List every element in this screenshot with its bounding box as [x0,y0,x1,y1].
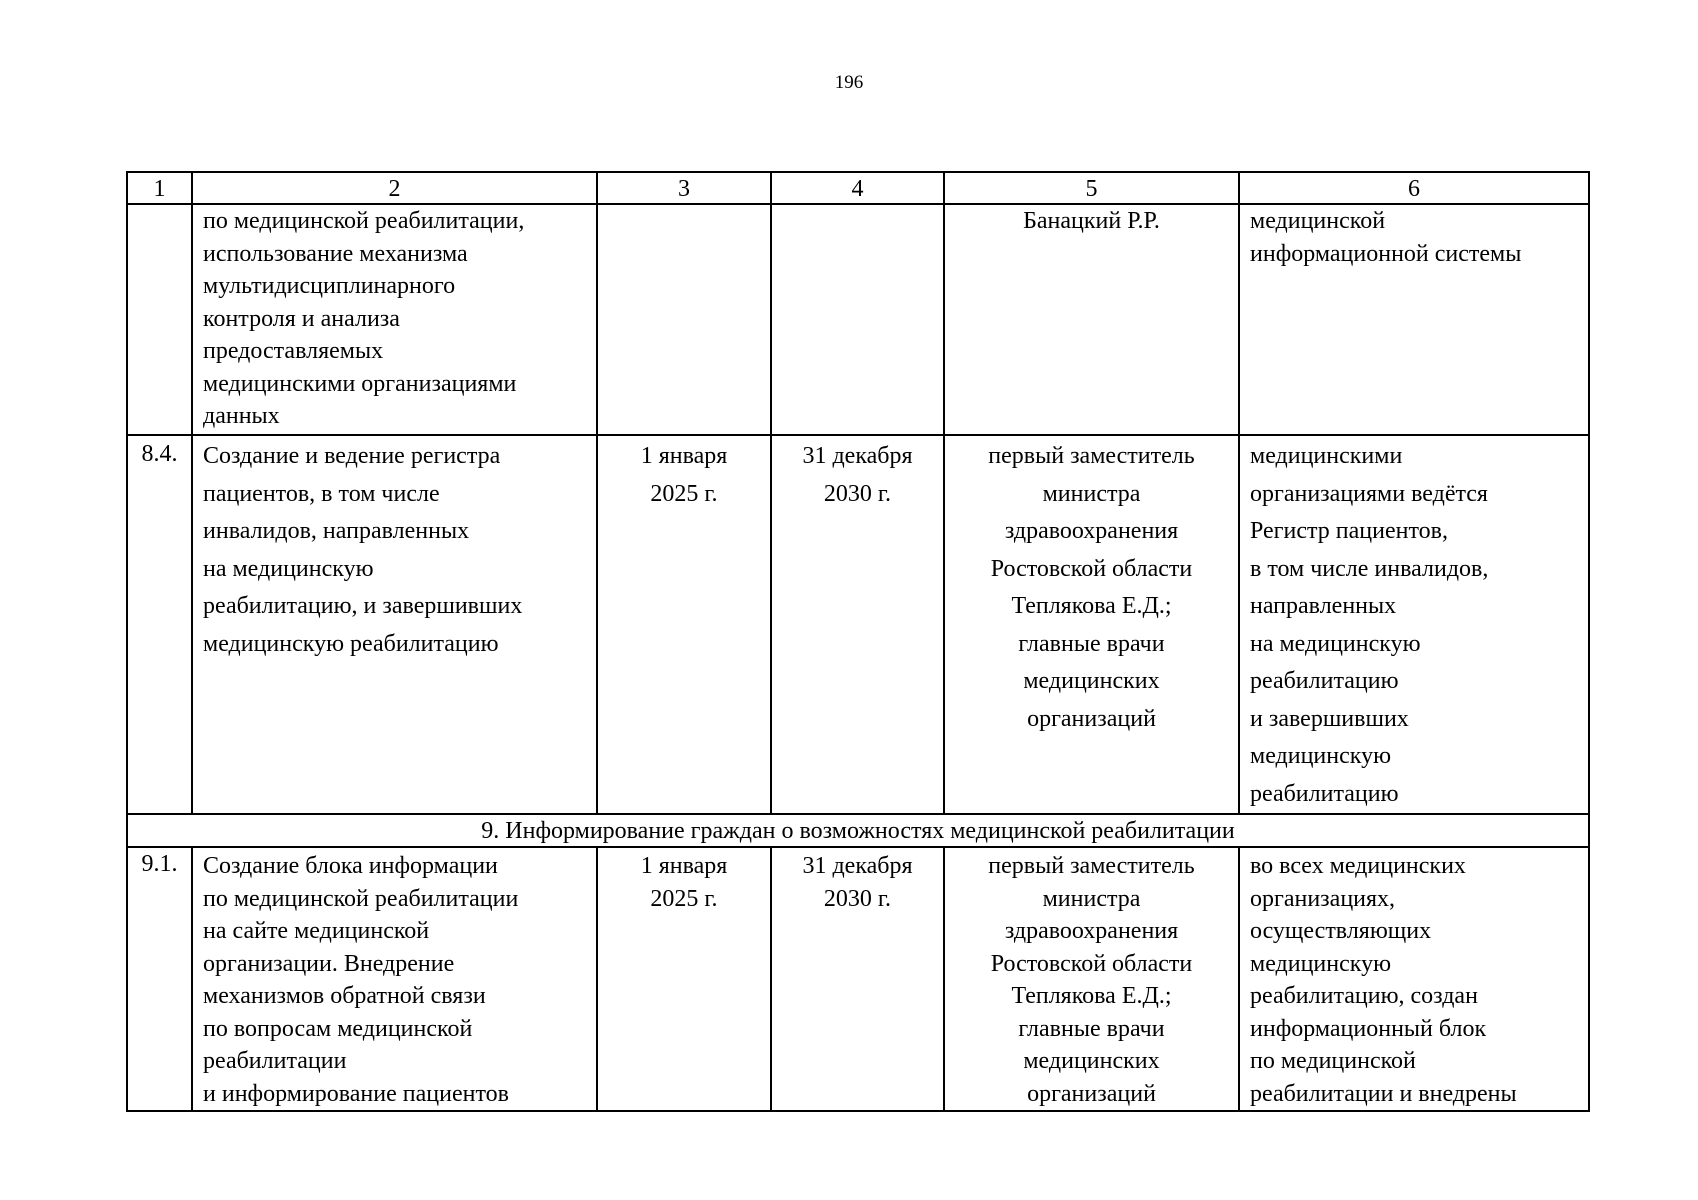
text-line: пациентов, в том числе [203,480,440,507]
column-number-6: 6 [1239,172,1589,204]
text-line: организациями ведётся [1250,480,1488,507]
text-line: реабилитации [203,1048,347,1074]
text-line: 2030 г. [823,885,892,912]
text-line: 1 января [640,443,728,469]
text-line: медицинскую реабилитацию [203,630,499,657]
result-cell [1239,847,1589,1111]
text-line: медицинскую [1250,743,1392,769]
result-cell [1239,204,1589,435]
text-line: Создание блока информации [203,853,498,879]
text-line: 31 декабря [802,853,913,879]
column-number-1: 1 [127,172,192,204]
text-line: 2030 г. [823,480,892,507]
responsible-cell [944,435,1239,814]
text-line: Банацкий Р.Р. [1023,208,1160,234]
text-line: Ростовской области [990,555,1193,582]
text-line: первый заместитель [988,443,1195,469]
text-line: реабилитации и внедрены [1250,1080,1517,1107]
start-date-cell [597,435,771,814]
text-line: организациях, [1250,885,1396,912]
text-line: направленных [1250,593,1397,619]
row-number: 9.1. [127,847,192,1111]
text-line: данных [203,403,280,429]
text-line: по медицинской реабилитации, [203,208,525,234]
start-date-cell [597,847,771,1111]
text-line: на сайте медицинской [203,918,430,944]
text-line: медицинскими [1250,443,1403,469]
text-line: Теплякова Е.Д.; [1011,983,1172,1009]
text-line: медицинских [1023,668,1160,694]
text-line: организаций [1027,705,1156,732]
text-line: медицинскими организациями [203,370,517,397]
text-line: по медицинской реабилитации [203,885,519,912]
text-line: на медицинскую [203,555,374,582]
section-heading-row [127,814,1589,847]
text-line: реабилитацию, и завершивших [203,593,523,619]
text-line: механизмов обратной связи [203,983,486,1009]
text-line: Создание и ведение регистра [203,443,501,469]
text-line: главные врачи [1018,1015,1165,1042]
column-number-3: 3 [597,172,771,204]
text-line: и завершивших [1250,705,1409,732]
responsible-cell [944,847,1239,1111]
table-row [127,847,1589,1111]
text-line: здравоохранения [1004,918,1179,944]
column-number-5: 5 [944,172,1239,204]
end-date-cell [771,435,944,814]
action-cell [192,435,597,814]
text-line: во всех медицинских [1250,853,1466,879]
section-title: 9. Информирование граждан о возможностях медицинской реабилитации [127,814,1589,847]
text-line: осуществляющих [1250,918,1432,944]
end-date-cell [771,204,944,435]
column-number-4: 4 [771,172,944,204]
text-line: медицинской [1250,208,1386,234]
text-line: контроля и анализа [203,305,400,332]
text-line: Регистр пациентов, [1250,518,1448,544]
text-line: реабилитацию [1250,668,1399,694]
text-line: 2025 г. [650,885,718,912]
activity-plan-table [126,171,1590,1112]
row-number: 8.4. [127,435,192,814]
result-cell [1239,435,1589,814]
text-line: по вопросам медицинской [203,1015,473,1042]
row-number [127,204,192,435]
table-row [127,435,1589,814]
text-line: 1 января [640,853,728,879]
text-line: министра [1042,885,1141,912]
text-line: Ростовской области [990,950,1193,977]
text-line: предоставляемых [203,338,384,364]
column-number-2: 2 [192,172,597,204]
text-line: Теплякова Е.Д.; [1011,593,1172,619]
text-line: организации. Внедрение [203,950,455,977]
text-line: 2025 г. [650,480,718,507]
start-date-cell [597,204,771,435]
text-line: инвалидов, направленных [203,518,470,544]
text-line: здравоохранения [1004,518,1179,544]
table-row [127,204,1589,435]
text-line: информационный блок [1250,1015,1487,1042]
end-date-cell [771,847,944,1111]
table-header-row [127,172,1589,204]
text-line: медицинскую [1250,950,1392,977]
text-line: организаций [1027,1080,1156,1107]
responsible-cell [944,204,1239,435]
text-line: мультидисциплинарного [203,273,456,299]
text-line: медицинских [1023,1048,1160,1074]
page-number: 196 [834,72,864,93]
text-line: главные врачи [1018,630,1165,657]
text-line: 31 декабря [802,443,913,469]
text-line: по медицинской [1250,1048,1416,1074]
text-line: использование механизма [203,240,468,267]
text-line: реабилитацию [1250,780,1399,807]
text-line: в том числе инвалидов, [1250,555,1489,582]
text-line: первый заместитель [988,853,1195,879]
action-cell [192,847,597,1111]
text-line: на медицинскую [1250,630,1421,657]
action-cell [192,204,597,435]
text-line: информационной системы [1250,240,1522,267]
text-line: реабилитацию, создан [1250,983,1478,1009]
text-line: и информирование пациентов [203,1080,509,1107]
text-line: министра [1042,480,1141,507]
